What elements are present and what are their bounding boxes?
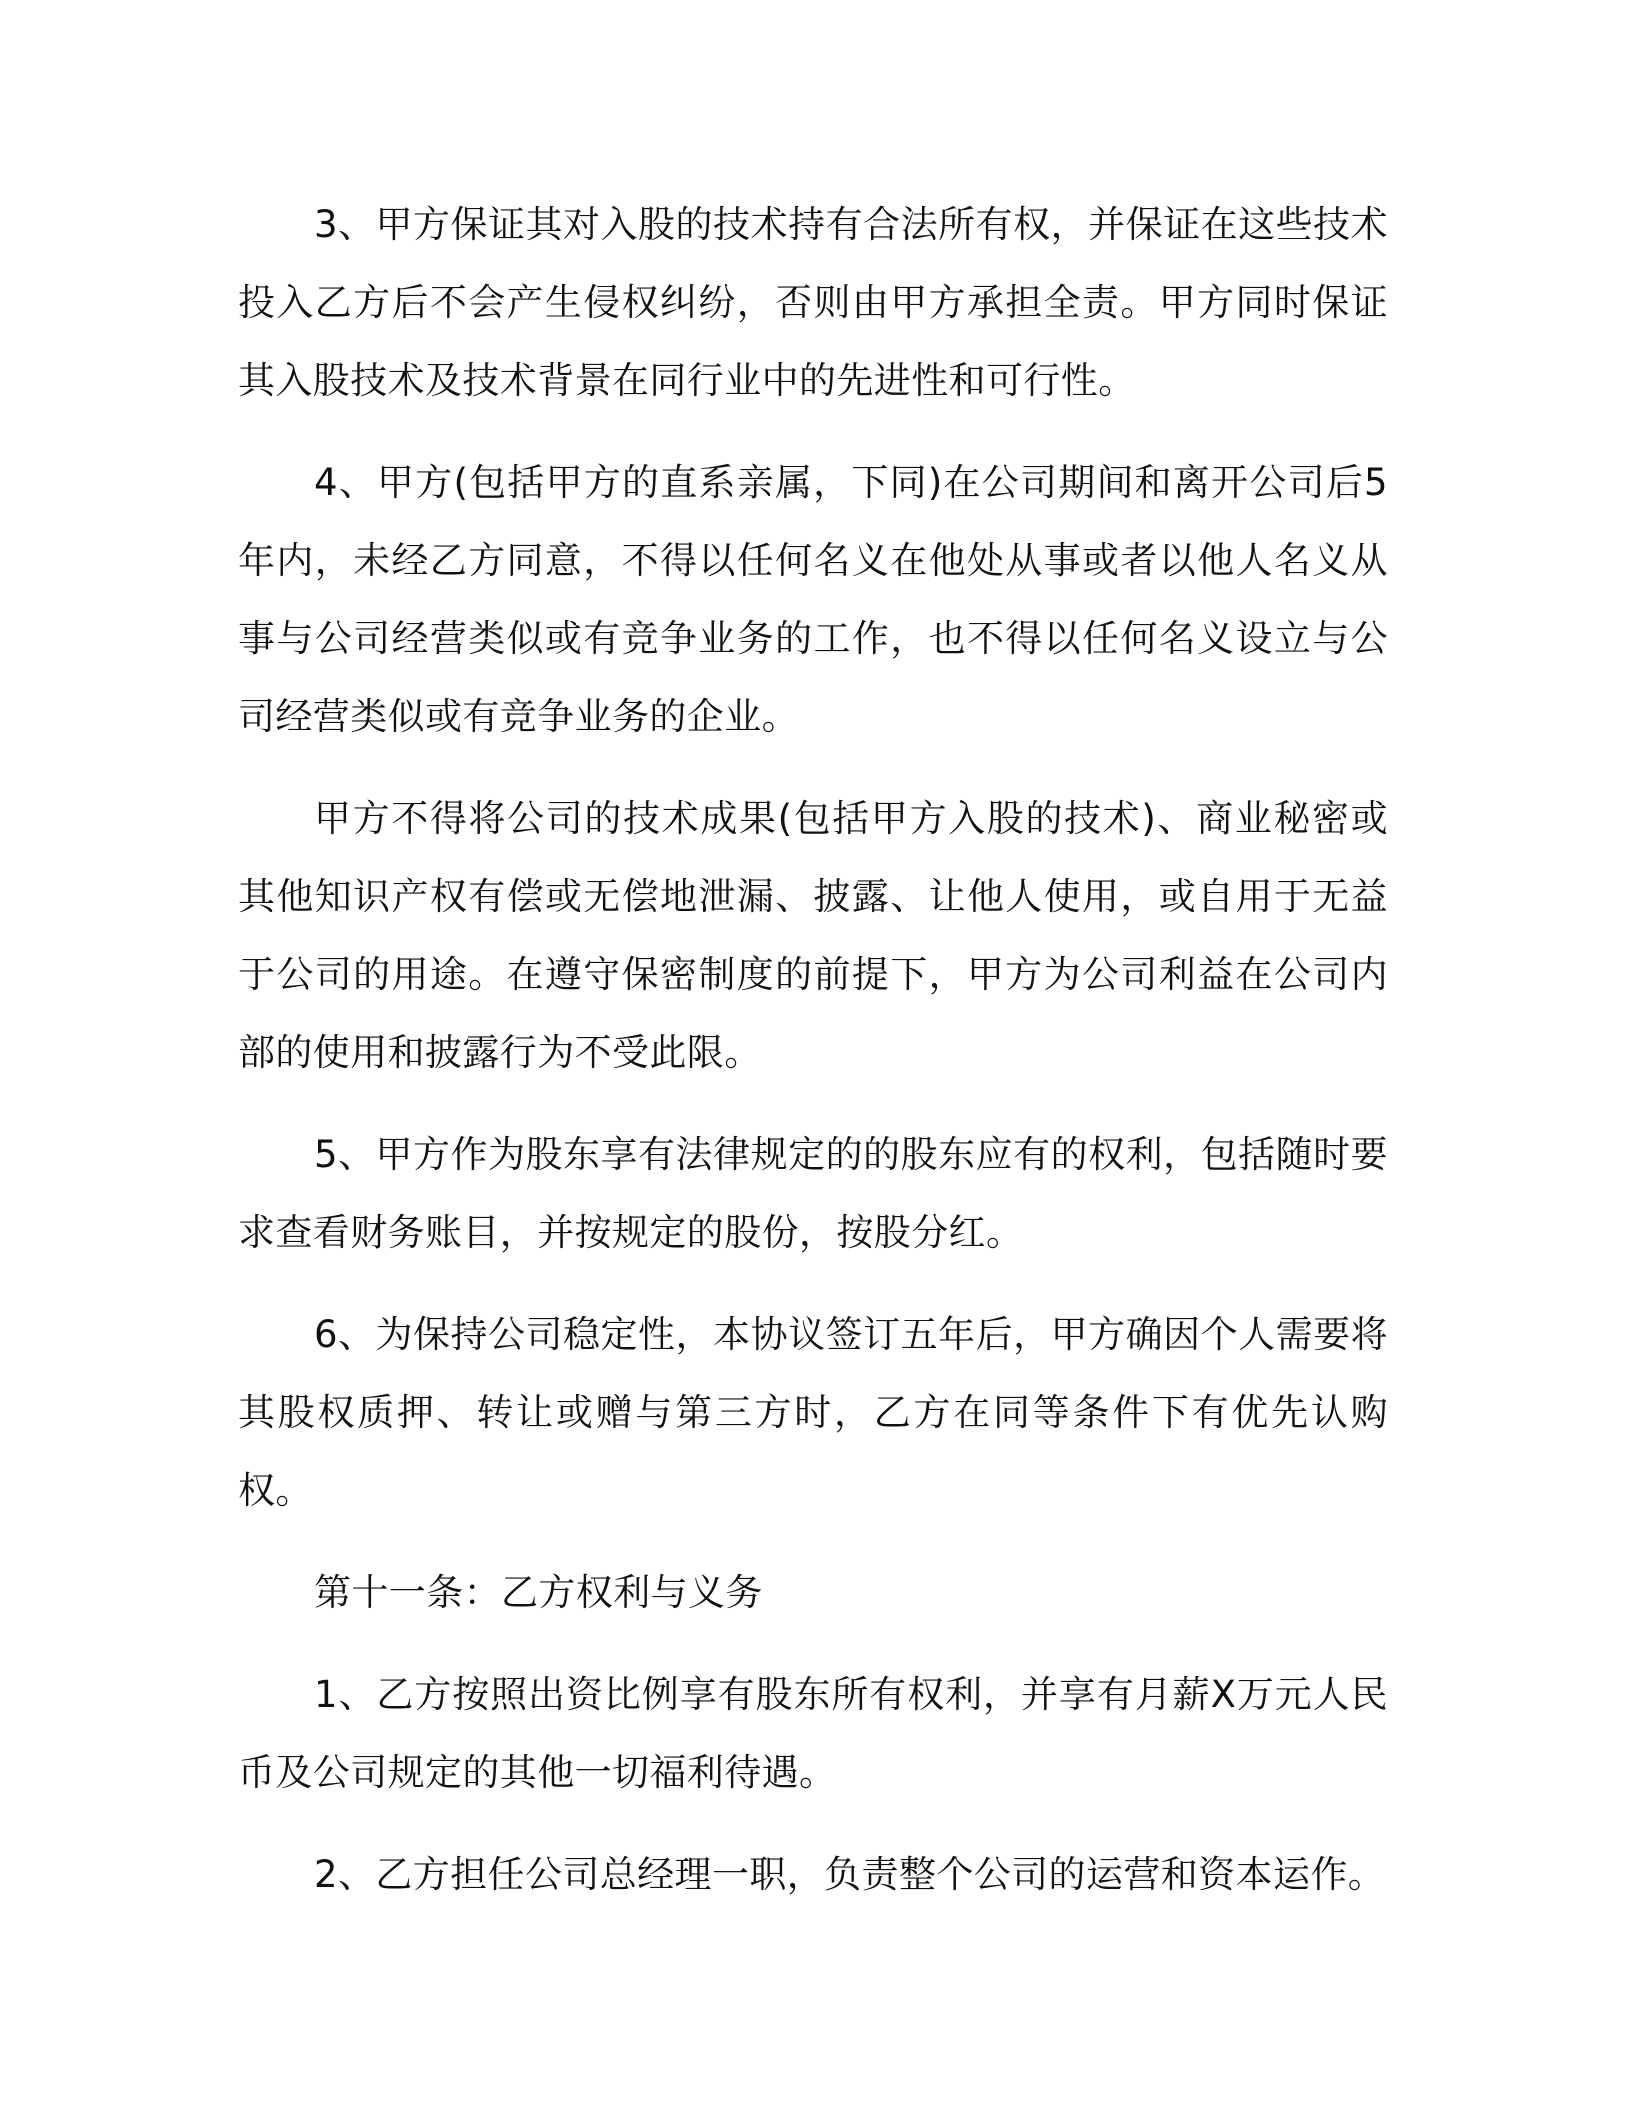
clause-6-paragraph: 6、为保持公司稳定性，本协议签订五年后，甲方确因个人需要将其股权质押、转让或赠与第三方时，乙方在同等条件下有优先认购权。 [238, 1313, 1388, 1512]
confidentiality-paragraph: 甲方不得将公司的技术成果(包括甲方入股的技术)、商业秘密或其他知识产权有偿或无偿地泄漏、披露、让他人使用，或自用于无益于公司的用途。在遵守保密制度的前提下，甲方为公司利益在公司内部的使用和披露行为不受此限。 [238, 797, 1388, 1074]
article-11-heading: 第十一条：乙方权利与义务 [314, 1571, 763, 1614]
party-b-clause-2-paragraph: 2、乙方担任公司总经理一职，负责整个公司的运营和资本运作。 [314, 1853, 1386, 1896]
party-b-clause-1-paragraph: 1、乙方按照出资比例享有股东所有权利，并享有月薪X万元人民币及公司规定的其他一切福利待遇。 [238, 1673, 1388, 1794]
clause-5-paragraph: 5、甲方作为股东享有法律规定的的股东应有的权利，包括随时要求查看财务账目，并按规定的股份，按股分红。 [238, 1133, 1388, 1254]
document-body [238, 186, 1388, 1938]
clause-4-paragraph: 4、甲方(包括甲方的直系亲属，下同)在公司期间和离开公司后5年内，未经乙方同意，不得以任何名义在他处从事或者以他人名义从事与公司经营类似或有竞争业务的工作，也不得以任何名义设立与公司经营类似或有竞争业务的企业。 [238, 461, 1388, 738]
clause-3-paragraph: 3、甲方保证其对入股的技术持有合法所有权，并保证在这些技术投入乙方后不会产生侵权纠纷，否则由甲方承担全责。甲方同时保证其入股技术及技术背景在同行业中的先进性和可行性。 [238, 203, 1388, 402]
